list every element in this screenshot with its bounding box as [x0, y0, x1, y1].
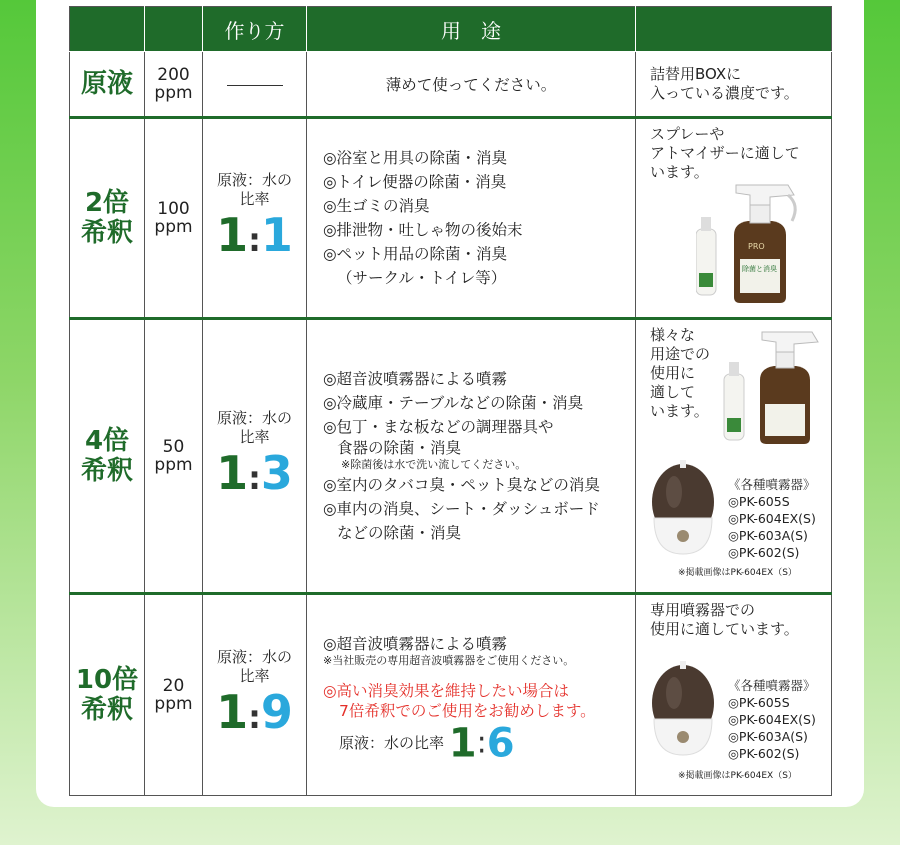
- model-item: ◎PK-603A(S): [728, 528, 808, 543]
- sub-ratio: [323, 720, 635, 767]
- models-title: 《各種噴霧器》: [728, 477, 816, 492]
- use-item: ◎超音波噴霧器による噴霧: [323, 634, 508, 653]
- use-item: ◎冷蔵庫・テーブルなどの除菌・消臭: [323, 394, 584, 412]
- ppm-unit: ppm: [154, 217, 193, 237]
- warning-line: ◎高い消臭効果を維持したい場合は: [323, 681, 570, 700]
- use-item: 食器の除菌・消臭: [337, 439, 462, 457]
- ratio-label: 比率: [239, 666, 270, 685]
- use-note: ※除菌後は水で洗い流してください。: [341, 458, 527, 471]
- row-name: [70, 52, 145, 118]
- humidifier-image: [650, 456, 716, 556]
- remark-line: 用途での: [650, 345, 711, 363]
- use-item: ◎生ゴミの消臭: [323, 197, 430, 215]
- row-remark: [636, 594, 832, 796]
- ratio-left: 1: [216, 445, 249, 500]
- table-row: [70, 52, 832, 118]
- remark-line: 詰替用BOXに: [650, 65, 742, 83]
- ratio-right: 9: [260, 684, 293, 739]
- model-item: ◎PK-603A(S): [728, 729, 808, 744]
- table-row: [70, 118, 832, 319]
- humidifier-image: [650, 657, 716, 757]
- header-remark: [636, 7, 832, 52]
- row-ppm: [145, 52, 203, 118]
- use-item: ◎排泄物・吐しゃ物の後始末: [323, 221, 523, 239]
- row-remark: [636, 118, 832, 319]
- ratio-label: 比率: [239, 427, 270, 446]
- ratio-colon: :: [248, 697, 261, 736]
- ratio-label: 比率: [239, 189, 270, 208]
- ratio-label: 原液：水の: [216, 647, 292, 666]
- row-ppm: [145, 319, 203, 594]
- sub-ratio-right: 6: [486, 720, 515, 767]
- remark-line: 使用に適しています。: [650, 620, 799, 638]
- model-item: ◎PK-604EX(S): [728, 712, 816, 727]
- row-name-line1: 原液: [80, 69, 133, 99]
- ratio-value: [203, 209, 306, 266]
- warning-line: 7倍希釈でのご使用をお勧めします。: [339, 701, 596, 720]
- ratio-colon: :: [248, 458, 261, 497]
- ratio-left: 1: [216, 684, 249, 739]
- dash-divider: [227, 85, 283, 86]
- row-method: [203, 118, 307, 319]
- remark-line: 適して: [650, 383, 696, 401]
- remark-line: います。: [650, 402, 709, 420]
- remark-line: アトマイザーに適して: [650, 144, 800, 162]
- sub-ratio-colon: :: [476, 725, 487, 761]
- row-ppm: [145, 594, 203, 796]
- ratio-label: 原液：水の: [216, 170, 292, 189]
- models-title: 《各種噴霧器》: [728, 678, 816, 693]
- ratio-value: [203, 447, 306, 504]
- remark-line: 使用に: [650, 364, 696, 382]
- row-method: [203, 52, 307, 118]
- ppm-unit: ppm: [154, 83, 193, 103]
- use-item: ◎トイレ便器の除菌・消臭: [323, 173, 507, 191]
- row-name-line1: 2倍: [84, 188, 130, 218]
- use-text: 薄めて使ってください。: [385, 76, 557, 94]
- label-product-name: 除菌と消臭: [742, 265, 777, 273]
- row-name-line2: 希釈: [80, 456, 133, 486]
- header-ppm: [145, 7, 203, 52]
- remark-line: 入っている濃度です。: [650, 84, 799, 102]
- table-row: [70, 319, 832, 594]
- model-item: ◎PK-602(S): [728, 746, 800, 761]
- row-name-line1: 10倍: [75, 665, 139, 695]
- table-header-row: [70, 7, 832, 52]
- dilution-table: [69, 6, 832, 796]
- ppm-unit: ppm: [154, 455, 193, 475]
- model-item: ◎PK-604EX(S): [728, 511, 816, 526]
- models-list: [728, 677, 816, 762]
- use-item: ◎室内のタバコ臭・ペット臭などの消臭: [323, 476, 600, 494]
- row-name: [70, 319, 145, 594]
- row-use: [307, 118, 636, 319]
- header-name: [70, 7, 145, 52]
- row-method: [203, 319, 307, 594]
- remark-line: スプレーや: [650, 125, 725, 143]
- ratio-right: 1: [260, 207, 293, 262]
- spray-bottles-image: [720, 328, 828, 446]
- image-caption: ※掲載画像はPK-604EX（S）: [678, 771, 797, 781]
- row-name: [70, 118, 145, 319]
- header-use: 用 途: [307, 7, 636, 52]
- ppm-value: 200: [157, 65, 190, 85]
- use-item: ◎ペット用品の除菌・消臭: [323, 245, 508, 263]
- use-item: ◎浴室と用具の除菌・消臭: [323, 149, 508, 167]
- header-method: 作り方: [203, 7, 307, 52]
- use-item: ◎車内の消臭、シート・ダッシュボード: [323, 500, 600, 518]
- ratio-label: 原液：水の: [216, 408, 292, 427]
- models-list: [728, 476, 816, 561]
- ppm-value: 100: [157, 199, 190, 219]
- use-note: ※当社販売の専用超音波噴霧器をご使用ください。: [323, 653, 575, 667]
- use-item: などの除菌・消臭: [337, 524, 462, 542]
- use-item: ◎超音波噴霧器による噴霧: [323, 370, 508, 388]
- row-use: [307, 52, 636, 118]
- row-name-line2: 希釈: [80, 695, 133, 725]
- row-use: [307, 319, 636, 594]
- remark-line: 様々な: [650, 326, 696, 344]
- use-item: （サークル・トイレ等）: [337, 269, 507, 287]
- row-method: [203, 594, 307, 796]
- remark-line: 専用噴霧器での: [650, 601, 756, 619]
- ratio-value: [203, 686, 306, 743]
- model-item: ◎PK-602(S): [728, 545, 800, 560]
- ppm-value: 50: [162, 437, 185, 457]
- row-name-line2: 希釈: [80, 218, 133, 248]
- row-name-line1: 4倍: [84, 426, 130, 456]
- remark-line: います。: [650, 163, 709, 181]
- spray-bottles-image: [696, 177, 826, 307]
- row-ppm: [145, 118, 203, 319]
- use-item: ◎包丁・まな板などの調理器具や: [323, 418, 554, 436]
- model-item: ◎PK-605S: [728, 494, 790, 509]
- model-item: ◎PK-605S: [728, 695, 790, 710]
- row-remark: [636, 52, 832, 118]
- sub-ratio-left: 1: [448, 720, 477, 767]
- sub-ratio-label: 原液：水の比率: [339, 733, 445, 752]
- image-caption: ※掲載画像はPK-604EX（S）: [678, 568, 797, 578]
- ratio-left: 1: [216, 207, 249, 262]
- ratio-colon: :: [248, 220, 261, 259]
- ppm-value: 20: [162, 676, 185, 696]
- table-row: [70, 594, 832, 796]
- ppm-unit: ppm: [154, 694, 193, 714]
- ratio-right: 3: [260, 445, 293, 500]
- row-name: [70, 594, 145, 796]
- row-remark: [636, 319, 832, 594]
- label-brand: PRO: [748, 242, 765, 251]
- row-use: [307, 594, 636, 796]
